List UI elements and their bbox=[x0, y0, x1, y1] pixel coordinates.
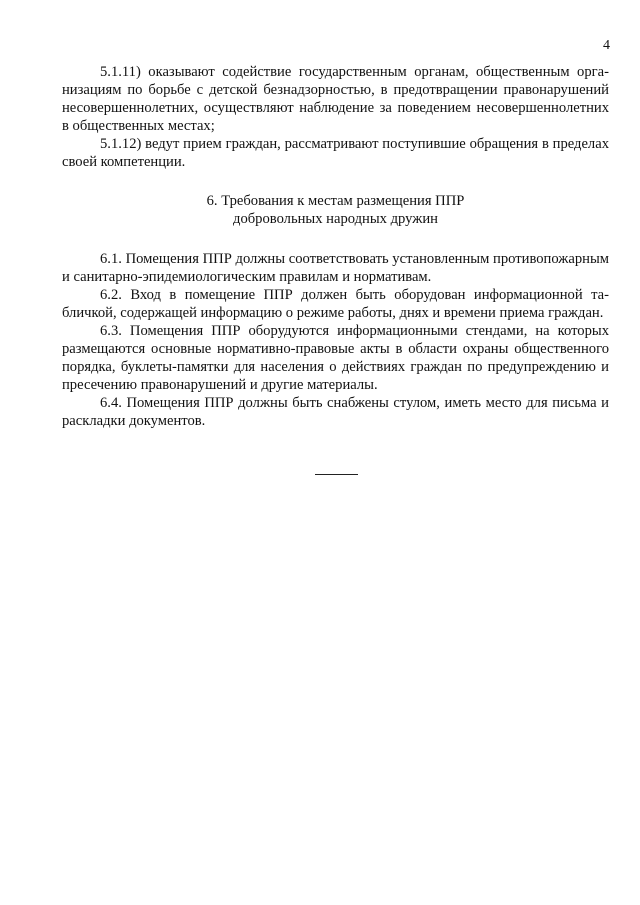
page-number: 4 bbox=[603, 38, 610, 53]
end-of-document-rule bbox=[315, 474, 358, 475]
paragraph-6-4: 6.4. Помещения ППР должны быть снабжены стулом, иметь место для письма и раскладки документов. bbox=[62, 395, 609, 429]
document-body bbox=[62, 63, 609, 430]
paragraph-5-1-11: 5.1.11) оказывают содействие государственным органам, общественным организациям по борьбе с детской безнадзорностью, в предотвращении правонарушений несовершеннолетних, осуществляют наблюдение за поведением несовершеннолетних в общественных местах; bbox=[62, 64, 609, 134]
paragraph-6-2: 6.2. Вход в помещение ППР должен быть оборудован информационной табличкой, содержащей информацию о режиме работы, днях и времени приема граждан. bbox=[62, 287, 609, 321]
section-6-heading-line-2: добровольных народных дружин bbox=[233, 211, 438, 227]
section-6-heading-line-1: 6. Требования к местам размещения ППР bbox=[206, 193, 465, 209]
paragraph-6-1: 6.1. Помещения ППР должны соответствовать установленным противопожарным и санитарно-эпидемиологическим правилам и нормативам. bbox=[62, 251, 609, 285]
section-6-heading bbox=[62, 192, 609, 228]
paragraph-6-3: 6.3. Помещения ППР оборудуются информационными стендами, на которых размещаются основные нормативно-правовые акты в области охраны общественного порядка, буклеты-памятки для населения о действиях граждан по предупреждению и пресечению правонарушений и другие материалы. bbox=[62, 323, 609, 393]
paragraph-5-1-12: 5.1.12) ведут прием граждан, рассматривают поступившие обращения в пределах своей компетенции. bbox=[62, 136, 609, 170]
